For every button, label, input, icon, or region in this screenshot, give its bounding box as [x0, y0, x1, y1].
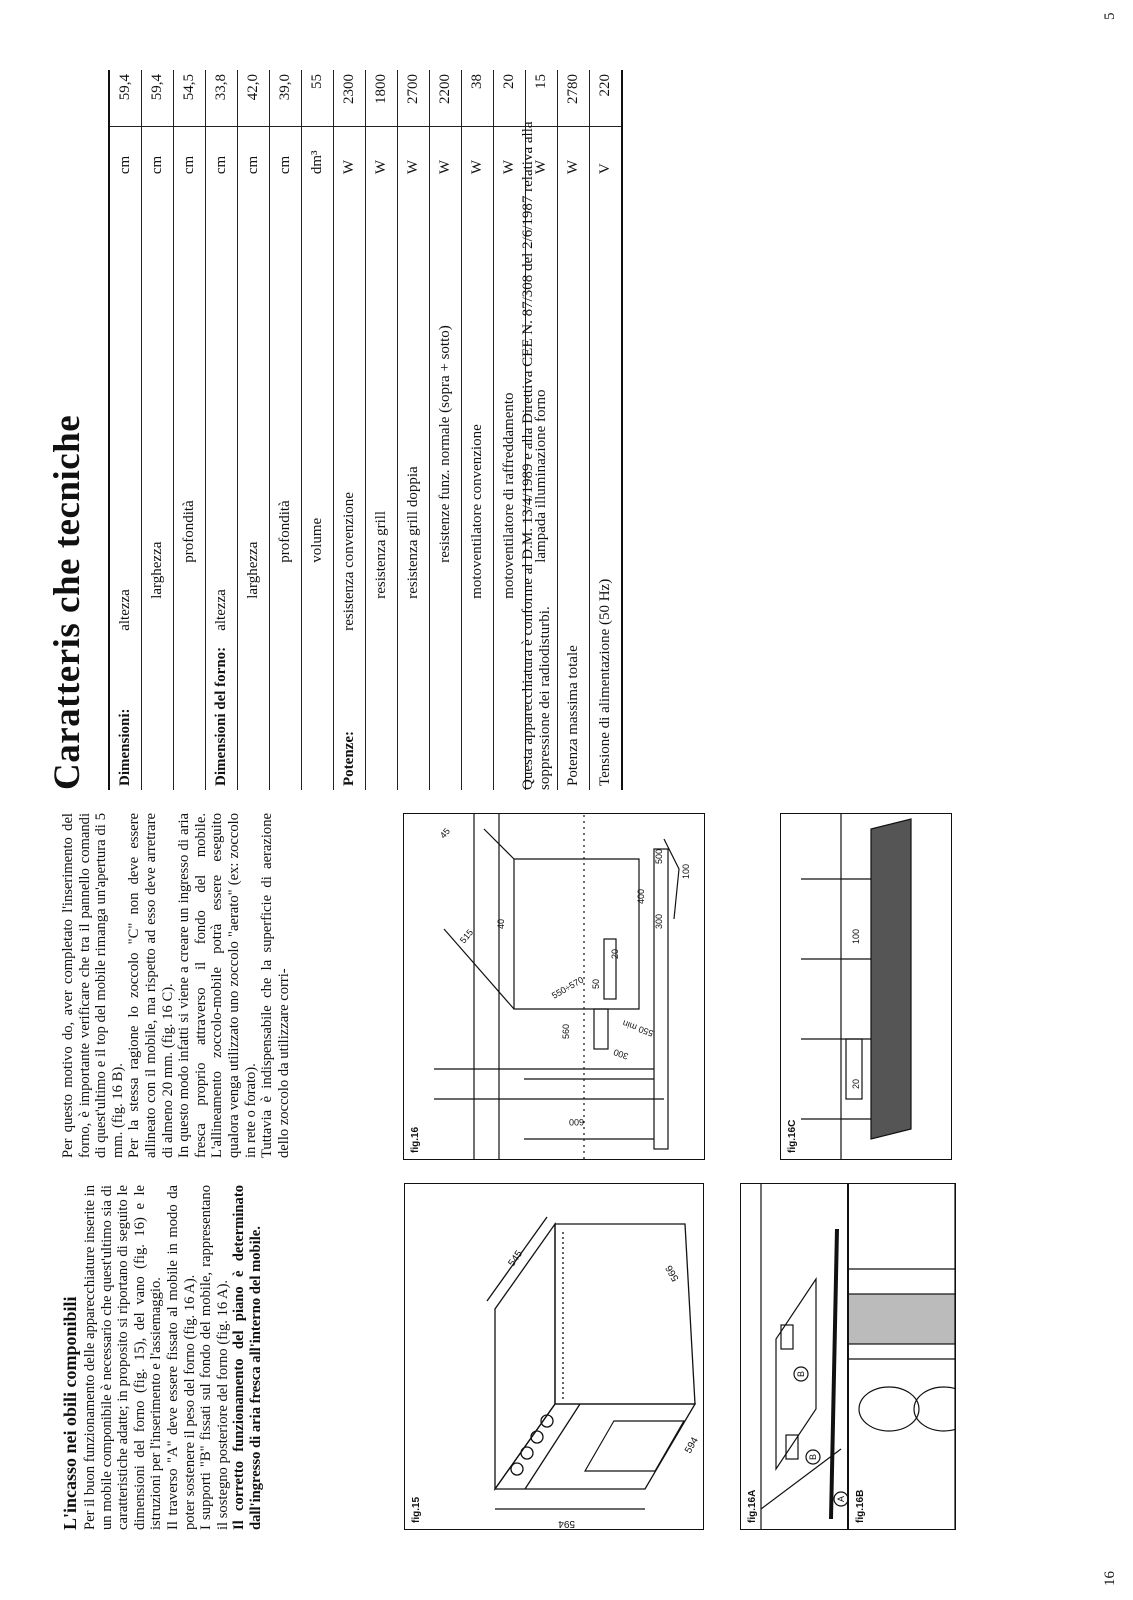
dimension-label: 594 [558, 1518, 575, 1529]
dimension-label: 600 [568, 1117, 584, 1127]
dimension-label: 20 [851, 1078, 861, 1089]
spec-unit: W [526, 126, 558, 178]
spec-unit: cm [206, 126, 238, 178]
spec-row [109, 70, 142, 790]
mark-label: A [836, 1495, 846, 1503]
cabinet-niche-drawing [404, 814, 704, 1159]
spec-parameter: lampada illuminazione forno [526, 178, 558, 635]
spec-value: 59,4 [142, 70, 174, 126]
plinth-drawing [781, 814, 951, 1159]
spec-parameter: motoventilatore di raffreddamento [494, 178, 526, 635]
spec-value: 220 [590, 70, 623, 126]
page-number-left: 16 [1102, 1571, 1118, 1586]
page-number-right: 5 [1102, 12, 1118, 20]
dimension-label: 100 [851, 928, 861, 944]
spec-unit: dm³ [302, 126, 334, 178]
figure-label: fig.15 [411, 1496, 422, 1523]
dimension-label: 400 [636, 888, 646, 904]
spec-unit: cm [109, 126, 142, 178]
figure-16b [848, 1183, 956, 1530]
spec-category [366, 635, 398, 790]
control-panel-gap-drawing [849, 1184, 955, 1529]
spec-value: 54,5 [174, 70, 206, 126]
spec-value: 2780 [558, 70, 590, 126]
spec-parameter: resistenza convenzione [334, 178, 366, 635]
spec-value: 38 [462, 70, 494, 126]
mark-label: B [808, 1453, 818, 1461]
spec-parameter: altezza [206, 178, 238, 635]
paragraph: Per il buon funzionamento delle apparecchiature inserite in un mobile componibile è necessario che quest'ultimo sia di caratteristiche adatte; in proposito si riportano di seguito le dimensioni del forno (fig. 15), del vano (fig. 16) e le istruzioni per l'inserimento e l'assiemaggio. [82, 1185, 165, 1530]
figure-16 [403, 813, 705, 1160]
spec-category: Potenze: [334, 635, 366, 790]
dimension-label: 545 [506, 1248, 526, 1269]
spec-row [174, 70, 206, 790]
spec-row [462, 70, 494, 790]
paragraph: Per la stessa ragione lo zoccolo "C" non deve essere allineato con il mobile, ma rispetto ad esso deve arretrare di almeno 20 mm. (fig. 16 C). [126, 813, 176, 1158]
section-title: L'incasso nei obili componibili [60, 1296, 80, 1530]
spec-value: 2300 [334, 70, 366, 126]
spec-parameter: profondità [270, 178, 302, 635]
dimension-label: 550 min [621, 1018, 655, 1039]
spec-unit: W [558, 126, 590, 178]
spec-parameter: profondità [174, 178, 206, 635]
spec-parameter: resistenza grill doppia [398, 178, 430, 635]
spec-unit: cm [142, 126, 174, 178]
figure-16c [780, 813, 952, 1160]
spec-category: Tensione di alimentazione (50 Hz) [590, 178, 623, 790]
spec-parameter: resistenze funz. normale (sopra + sotto) [430, 178, 462, 635]
spec-category: Dimensioni: [109, 635, 142, 790]
dimension-label: 45 [437, 826, 452, 841]
spec-row [334, 70, 366, 790]
dimension-label: 100 [681, 863, 691, 879]
spec-value: 42,0 [238, 70, 270, 126]
crossbar-drawing [741, 1184, 847, 1529]
spec-parameter: altezza [109, 178, 142, 635]
figure-label: fig.16C [787, 1119, 798, 1153]
spec-unit: W [430, 126, 462, 178]
spec-parameter: resistenza grill [366, 178, 398, 635]
figure-label: fig.16A [747, 1489, 758, 1523]
spec-category [430, 635, 462, 790]
spec-unit: cm [174, 126, 206, 178]
spec-category [270, 635, 302, 790]
spec-category [174, 635, 206, 790]
dimension-label: 40 [496, 918, 506, 929]
spec-category [302, 635, 334, 790]
spec-unit: W [366, 126, 398, 178]
spec-unit: W [334, 126, 366, 178]
dimension-label: 300 [612, 1046, 630, 1062]
spec-unit: W [494, 126, 526, 178]
spec-row [590, 70, 623, 790]
paragraph: Tuttavia è indispensabile che la superficie di aerazione dello zoccolo da utilizzare corri- [259, 813, 292, 1158]
spec-category: Potenza massima totale [558, 178, 590, 790]
oven-drawing [405, 1184, 703, 1529]
spec-unit: cm [238, 126, 270, 178]
dimension-label: 20 [610, 948, 620, 959]
spec-value: 20 [494, 70, 526, 126]
paragraph: Il traverso "A" deve essere fissato al mobile in modo da poter sostenere il peso del forno (fig. 16 A). [164, 1185, 198, 1530]
dimension-label: 300 [654, 913, 664, 929]
spec-row [302, 70, 334, 790]
spec-category [398, 635, 430, 790]
bold-paragraph: Il corretto funzionamento del piano è determinato dall'ingresso di aria fresca all'interno del mobile. [231, 1185, 264, 1530]
spec-parameter: larghezza [142, 178, 174, 635]
specs-title: Caratteris che tecniche [47, 414, 88, 790]
figure-label: fig.16B [855, 1489, 866, 1523]
text-column-2 [60, 813, 292, 1158]
spec-value: 1800 [366, 70, 398, 126]
dimension-label: 500 [654, 848, 664, 864]
paragraph: I supporti "B" fissati sul fondo del mobile, rappresentano il sostegno posteriore del forno (fig. 16 A). [198, 1185, 231, 1530]
text-column-1 [60, 1185, 265, 1530]
spec-unit: W [462, 126, 494, 178]
dimension-label: 550÷570 [550, 974, 586, 1001]
spec-row [238, 70, 270, 790]
figure-label: fig.16 [410, 1126, 421, 1153]
paragraph: Per questo motivo do, aver completato l'inserimento del forno, è importante verificare che tra il pannello comandi di quest'ultimo e il top del mobile rimanga un'apertura di 5 mm. (fig. 16 B). [60, 813, 126, 1158]
spec-parameter: larghezza [238, 178, 270, 635]
spec-row [270, 70, 302, 790]
paragraph: In questo modo infatti si viene a creare un ingresso di aria fresca proprio attraverso il fondo del mobile. L'allineamento zoccolo-mobile potrà essere eseguito qualora venga utilizzato uno zoccolo "aerato" (ex: zoccolo in rete o forato). [176, 813, 259, 1158]
spec-value: 2200 [430, 70, 462, 126]
dimension-label: 560 [561, 1023, 571, 1039]
mark-label: B [796, 1370, 806, 1378]
spec-value: 33,8 [206, 70, 238, 126]
figure-16a [740, 1183, 848, 1530]
spec-row [398, 70, 430, 790]
spec-category [238, 635, 270, 790]
spec-category [142, 635, 174, 790]
spec-row [430, 70, 462, 790]
spec-unit: V [590, 126, 623, 178]
dimension-label: 50 [591, 978, 601, 989]
spec-row [558, 70, 590, 790]
spec-row [206, 70, 238, 790]
spec-value: 55 [302, 70, 334, 126]
spec-parameter: volume [302, 178, 334, 635]
spec-parameter: motoventilatore convenzione [462, 178, 494, 635]
spec-value: 15 [526, 70, 558, 126]
spec-unit: W [398, 126, 430, 178]
conformity-note: Questa apparecchiatura è conforme al D.M. 13/4/1989 e alla Direttiva CEE N. 87/308 del 2/6/1987 relativa alla soppressione dei radiodisturbi. [520, 121, 553, 790]
spec-category: Dimensioni del forno: [206, 635, 238, 790]
figure-15 [404, 1183, 704, 1530]
spec-category [462, 635, 494, 790]
spec-row [142, 70, 174, 790]
spec-value: 2700 [398, 70, 430, 126]
spec-row [366, 70, 398, 790]
dimension-label: 566 [663, 1263, 682, 1283]
spec-unit: cm [270, 126, 302, 178]
dimension-label: 515 [457, 927, 476, 946]
spec-value: 59,4 [109, 70, 142, 126]
spec-value: 39,0 [270, 70, 302, 126]
dimension-label: 594 [683, 1435, 701, 1456]
